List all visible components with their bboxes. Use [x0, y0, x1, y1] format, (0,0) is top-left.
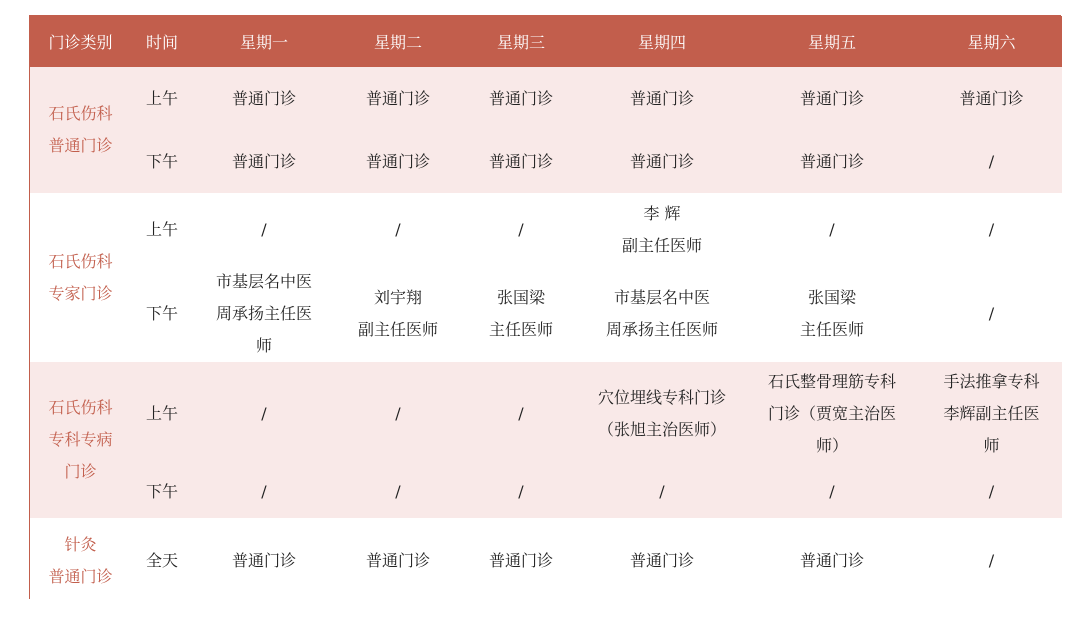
schedule-cell-thursday: /: [581, 466, 743, 518]
clinic-category-cell: 石氏伤科 专科专病 门诊: [30, 362, 131, 518]
schedule-cell-wednesday: 张国梁 主任医师: [461, 266, 581, 362]
header-thursday: 星期四: [581, 16, 743, 67]
schedule-cell-tuesday: /: [335, 362, 461, 466]
schedule-cell-tuesday: 普通门诊: [335, 130, 461, 193]
schedule-cell-wednesday: 普通门诊: [461, 518, 581, 603]
schedule-cell-friday: /: [743, 466, 921, 518]
header-time: 时间: [131, 16, 193, 67]
schedule-cell-monday: /: [193, 466, 335, 518]
schedule-cell-wednesday: /: [461, 466, 581, 518]
header-row: [30, 16, 1062, 67]
table-row: [30, 466, 1062, 518]
schedule-cell-friday: 石氏整骨理筋专科 门诊（贾宽主治医 师）: [743, 362, 921, 466]
schedule-cell-friday: 普通门诊: [743, 518, 921, 603]
time-cell: 下午: [131, 466, 193, 518]
time-cell: 下午: [131, 266, 193, 362]
schedule-body: [30, 67, 1062, 603]
header-category: 门诊类别: [30, 16, 131, 67]
table-row: [30, 193, 1062, 266]
time-cell: 上午: [131, 362, 193, 466]
clinic-schedule: [29, 15, 1061, 599]
time-cell: 上午: [131, 67, 193, 130]
table-row: [30, 130, 1062, 193]
schedule-cell-thursday: 穴位埋线专科门诊 （张旭主治医师）: [581, 362, 743, 466]
schedule-cell-tuesday: /: [335, 466, 461, 518]
schedule-cell-saturday: /: [921, 130, 1062, 193]
clinic-category-cell: 石氏伤科 专家门诊: [30, 193, 131, 362]
header-tuesday: 星期二: [335, 16, 461, 67]
schedule-cell-thursday: 普通门诊: [581, 518, 743, 603]
schedule-table: [30, 16, 1062, 603]
schedule-cell-tuesday: 普通门诊: [335, 518, 461, 603]
time-cell: 下午: [131, 130, 193, 193]
schedule-cell-saturday: /: [921, 266, 1062, 362]
clinic-category-cell: 针灸 普通门诊: [30, 518, 131, 603]
schedule-cell-tuesday: 普通门诊: [335, 67, 461, 130]
schedule-cell-friday: /: [743, 193, 921, 266]
schedule-cell-friday: 张国梁 主任医师: [743, 266, 921, 362]
header-monday: 星期一: [193, 16, 335, 67]
time-cell: 全天: [131, 518, 193, 603]
schedule-cell-friday: 普通门诊: [743, 130, 921, 193]
schedule-cell-wednesday: 普通门诊: [461, 67, 581, 130]
clinic-category-cell: 石氏伤科 普通门诊: [30, 67, 131, 193]
schedule-cell-saturday: /: [921, 518, 1062, 603]
time-cell: 上午: [131, 193, 193, 266]
schedule-cell-saturday: /: [921, 193, 1062, 266]
schedule-cell-thursday: 普通门诊: [581, 130, 743, 193]
schedule-cell-wednesday: /: [461, 362, 581, 466]
schedule-cell-thursday: 普通门诊: [581, 67, 743, 130]
schedule-cell-monday: 普通门诊: [193, 67, 335, 130]
schedule-cell-saturday: /: [921, 466, 1062, 518]
schedule-cell-friday: 普通门诊: [743, 67, 921, 130]
schedule-cell-wednesday: 普通门诊: [461, 130, 581, 193]
table-row: [30, 67, 1062, 130]
schedule-cell-monday: 普通门诊: [193, 518, 335, 603]
schedule-cell-monday: /: [193, 362, 335, 466]
schedule-cell-monday: 市基层名中医 周承扬主任医 师: [193, 266, 335, 362]
schedule-cell-thursday: 市基层名中医 周承扬主任医师: [581, 266, 743, 362]
table-row: [30, 266, 1062, 362]
table-row: [30, 518, 1062, 603]
table-row: [30, 362, 1062, 466]
schedule-cell-wednesday: /: [461, 193, 581, 266]
schedule-cell-tuesday: 刘宇翔 副主任医师: [335, 266, 461, 362]
schedule-cell-tuesday: /: [335, 193, 461, 266]
schedule-cell-saturday: 手法推拿专科 李辉副主任医 师: [921, 362, 1062, 466]
schedule-cell-saturday: 普通门诊: [921, 67, 1062, 130]
header-friday: 星期五: [743, 16, 921, 67]
schedule-cell-monday: /: [193, 193, 335, 266]
schedule-cell-monday: 普通门诊: [193, 130, 335, 193]
header-wednesday: 星期三: [461, 16, 581, 67]
header-saturday: 星期六: [921, 16, 1062, 67]
schedule-cell-thursday: 李 辉 副主任医师: [581, 193, 743, 266]
